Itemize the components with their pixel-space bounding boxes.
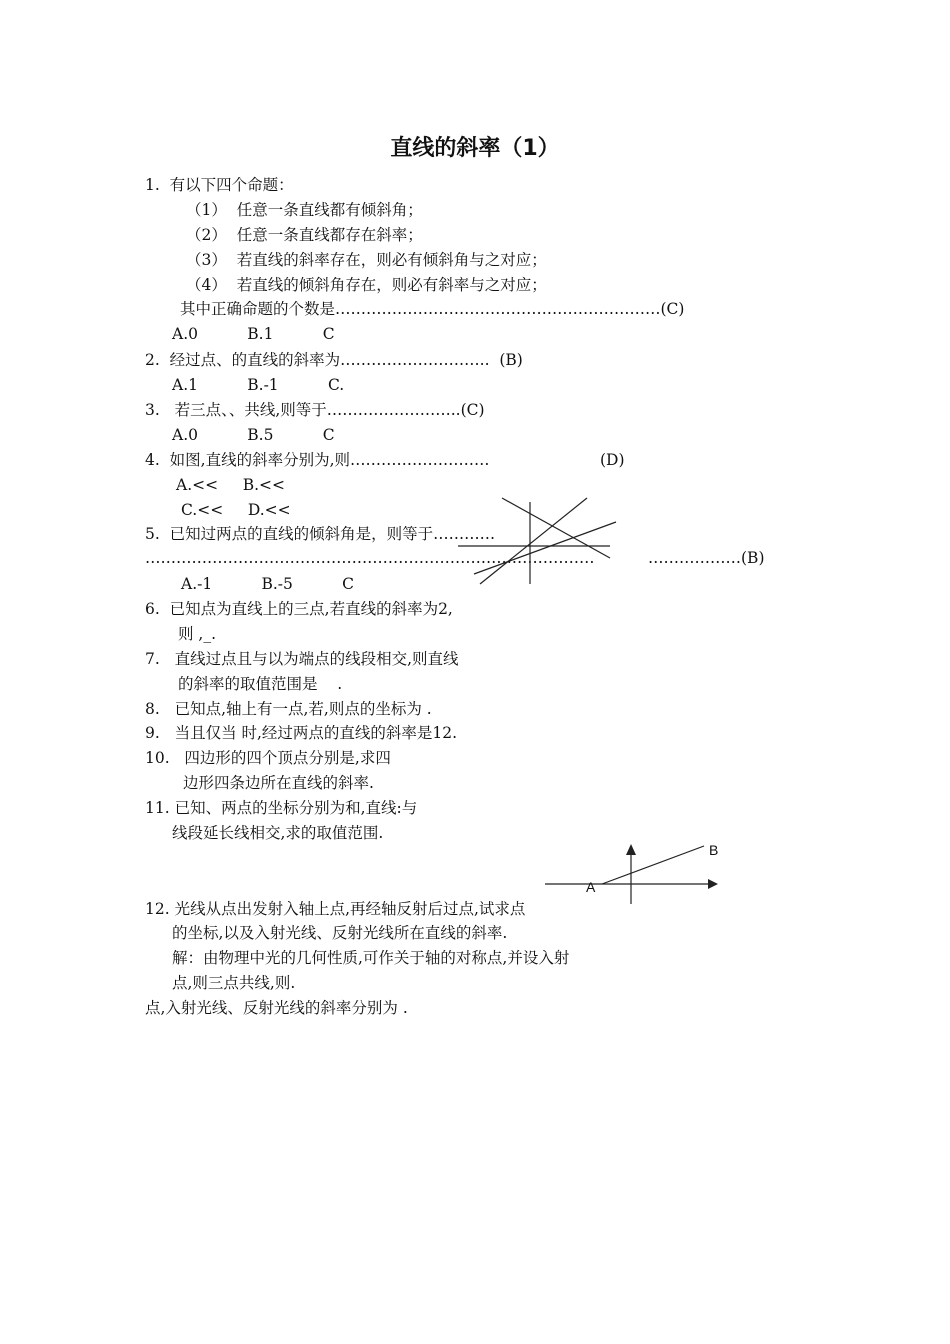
question-3-stem: 3. 若三点、、共线,则等于……………………..(C)	[145, 401, 485, 419]
question-10-stem-cont: 边形四条边所在直线的斜率.	[183, 774, 374, 792]
question-12-solution-cont: 点,则三点共线,则.	[172, 974, 296, 992]
question-8-stem: 8. 已知点,轴上有一点,若,则点的坐标为 .	[145, 700, 432, 718]
question-5-leader-dots: ……………………………………………………………………………	[145, 549, 595, 567]
x-axis-arrow-icon	[708, 879, 718, 889]
question-11-stem-cont: 线段延长线相交,求的取值范围.	[172, 824, 384, 842]
question-4-stem: 4. 如图,直线的斜率分别为,则………………………	[145, 451, 490, 469]
point-b-label: B	[709, 842, 719, 858]
question-1-ask: 其中正确命题的个数是………………………………………………………(C)	[180, 300, 685, 318]
y-axis-arrow-icon	[626, 844, 636, 855]
question-12-stem: 12. 光线从点出发射入轴上点,再经轴反射后过点,试求点	[145, 900, 526, 918]
question-6-stem: 6. 已知点为直线上的三点,若直线的斜率为2,	[145, 600, 453, 618]
question-4-options-ab: A.<< B.<<	[176, 476, 286, 494]
question-11-figure	[540, 840, 730, 905]
question-5-options: A.-1 B.-5 C	[181, 575, 355, 593]
question-12-solution: 解：由物理中光的几何性质,可作关于轴的对称点,并设入射	[172, 949, 570, 967]
segment-ab	[602, 846, 704, 884]
question-6-blank: 则 ,_.	[178, 625, 217, 643]
question-9-stem: 9. 当且仅当 时,经过两点的直线的斜率是12.	[145, 724, 458, 742]
proposition-4: （4） 若直线的倾斜角存在，则必有斜率与之对应；	[186, 276, 547, 294]
page-title: 直线的斜率（1）	[390, 136, 560, 161]
question-12-stem-cont: 的坐标,以及入射光线、反射光线所在直线的斜率.	[172, 924, 508, 942]
question-7-stem: 7. 直线过点且与以为端点的线段相交,则直线	[145, 650, 459, 668]
proposition-1: （1） 任意一条直线都有倾斜角；	[186, 201, 423, 219]
question-11-stem: 11. 已知、两点的坐标分别为和,直线:与	[145, 799, 418, 817]
question-4-options-cd: C.<< D.<<	[181, 501, 291, 519]
question-7-stem-cont: 的斜率的取值范围是 .	[178, 675, 343, 693]
question-10-stem: 10. 四边形的四个顶点分别是,求四	[145, 749, 391, 767]
proposition-2: （2） 任意一条直线都存在斜率；	[186, 226, 423, 244]
figure-line-1	[502, 498, 610, 558]
figure-line-3	[474, 522, 616, 574]
question-2-options: A.1 B.-1 C.	[172, 376, 345, 394]
question-1-stem: 1. 有以下四个命题：	[145, 176, 294, 194]
question-1-options: A.0 B.1 C	[172, 325, 335, 343]
question-5-answer: ………………(B)	[648, 549, 765, 567]
question-2-stem: 2. 经过点、的直线的斜率为……………………….. (B)	[145, 351, 523, 369]
point-a-label: A	[586, 879, 596, 895]
question-4-figure	[450, 494, 620, 586]
question-12-solution-end: 点,入射光线、反射光线的斜率分别为 .	[145, 999, 408, 1017]
question-3-options: A.0 B.5 C	[172, 426, 335, 444]
figure-line-2	[480, 498, 587, 584]
question-5-stem: 5. 已知过两点的直线的倾斜角是，则等于…………	[145, 525, 496, 543]
proposition-3: （3） 若直线的斜率存在，则必有倾斜角与之对应；	[186, 251, 547, 269]
question-4-answer: (D)	[600, 451, 625, 469]
